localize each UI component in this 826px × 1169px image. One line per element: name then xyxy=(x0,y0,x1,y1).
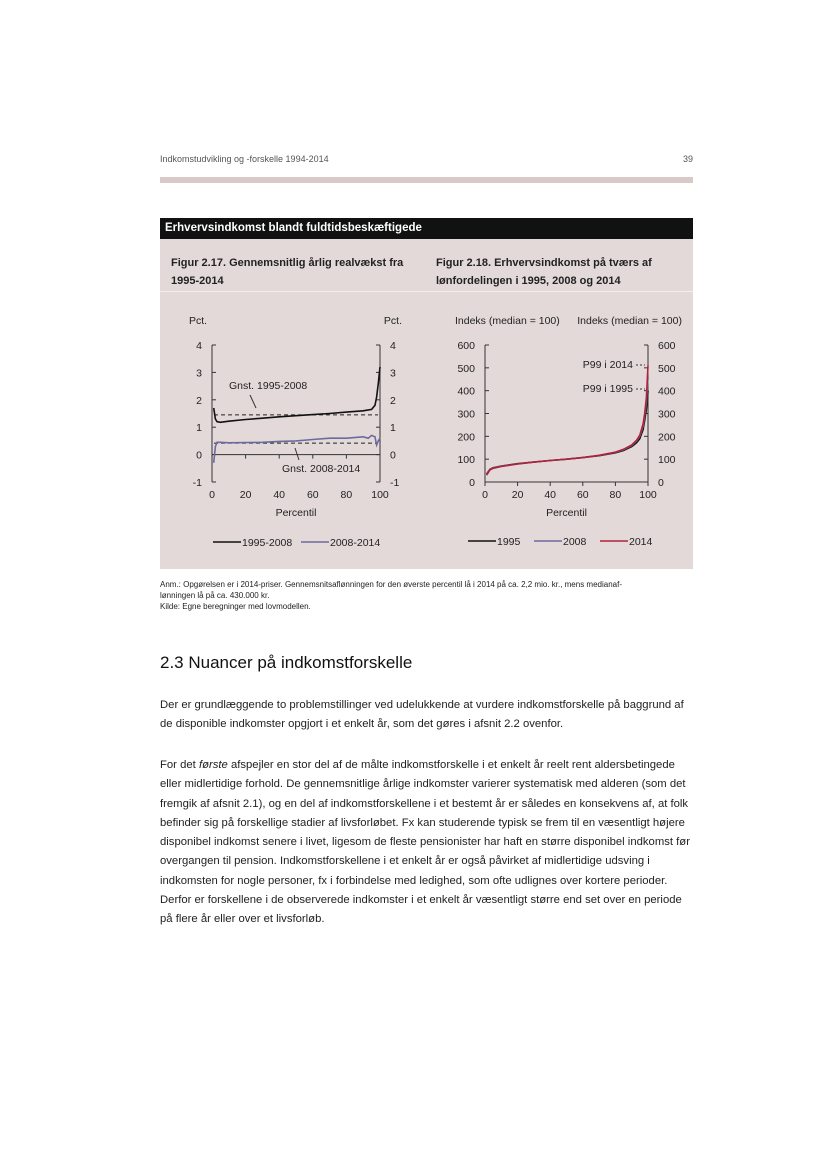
x-axis-label: Percentil xyxy=(546,507,587,519)
x-tick-label: 20 xyxy=(239,489,252,501)
x-tick-label: 100 xyxy=(639,489,657,501)
y-tick-label-left: 100 xyxy=(457,454,475,467)
legend-label: 1995-2008 xyxy=(242,537,293,549)
y-tick-label-right: 400 xyxy=(658,385,676,398)
y-tick-label-right: 500 xyxy=(658,362,676,375)
figure-caption-right: Figur 2.18. Erhvervsindkomst på tværs af lønfordelingen i 1995, 2008 og 2014 xyxy=(436,257,652,287)
x-tick-label: 40 xyxy=(544,489,557,501)
annotation-label: P99 i 1995 xyxy=(582,383,633,395)
chart-real-growth xyxy=(165,300,425,560)
page-number: 39 xyxy=(682,154,693,164)
section-heading: 2.3 Nuancer på indkomstforskelle xyxy=(160,653,413,672)
header-rule xyxy=(160,177,693,183)
y-tick-label-right: -1 xyxy=(390,477,400,489)
y-tick-label-left: 4 xyxy=(196,340,202,352)
x-tick-label: 60 xyxy=(576,489,589,501)
y-tick-label-right: 0 xyxy=(658,477,664,489)
y-axis-label-right: Pct. xyxy=(383,315,402,327)
annotation-leader xyxy=(250,395,256,408)
y-tick-label-left: 1 xyxy=(196,422,202,435)
x-tick-label: 20 xyxy=(511,489,524,501)
paragraph-2-start: For det xyxy=(160,759,199,771)
note-line-1: Anm.: Opgørelsen er i 2014-priser. Gennemsnitsaflønningen for den øverste percentil lå i 2014 på ca. 2,2 mio. kr., mens medianaf- xyxy=(160,580,623,589)
paragraph-2-emphasis: første xyxy=(198,759,228,771)
series-line-1995 xyxy=(487,391,648,474)
legend-label: 1995 xyxy=(497,536,521,548)
y-tick-label-left: 500 xyxy=(457,362,475,375)
box-divider xyxy=(160,291,693,292)
y-tick-label-left: -1 xyxy=(192,477,202,489)
legend-label: 2008-2014 xyxy=(330,537,381,549)
y-axis-label-right: Indeks (median = 100) xyxy=(577,315,682,327)
y-tick-label-right: 600 xyxy=(658,340,676,352)
y-tick-label-left: 300 xyxy=(457,408,475,421)
y-tick-label-right: 0 xyxy=(390,449,396,462)
x-tick-label: 80 xyxy=(340,489,353,501)
note-line-2: lønningen lå på ca. 430.000 kr. xyxy=(160,591,270,600)
y-axis-label-left: Pct. xyxy=(189,315,208,327)
paragraph-1: Der er grundlæggende to problemstillinger ved udelukkende at vurdere indkomstforskelle på baggrund af de disponible indkomster opgjort i et enkelt år, som det gøres i afsnit 2.2 ovenfor. xyxy=(160,699,684,731)
y-tick-label-right: 300 xyxy=(658,408,676,421)
y-tick-label-left: 2 xyxy=(196,394,202,407)
figure-notes xyxy=(160,579,700,612)
y-tick-label-left: 3 xyxy=(196,367,202,380)
annotation-label: P99 i 2014 xyxy=(582,359,633,371)
note-source: Kilde: Egne beregninger med lovmodellen. xyxy=(160,602,311,611)
x-tick-label: 100 xyxy=(371,489,389,501)
annotation-label: Gnst. 1995-2008 xyxy=(229,380,308,392)
y-tick-label-right: 1 xyxy=(390,422,396,435)
running-title: Indkomstudvikling og -forskelle 1994-2014 xyxy=(160,154,329,164)
paragraph-2-rest: afspejler en stor del af de målte indkomstforskelle i et enkelt år reelt rent aldersbetingede eller midlertidige forhold. De gennemsnitlige årlige indkomster varierer systematisk med alderen (som det fremgik af afsnit 2.1), og en del af indkomstforskellene i et bestemt år er således en konsekvens af, at folk befinder sig på forskellige stadier af livsforløbet. Fx kan studerende typisk se frem til en væsentligt højere disponibel indkomst senere i livet, ligesom de fleste pensionister har haft en større disponibel indkomst før overgangen til pension. Indkomstforskellene i et enkelt år er også påvirket af midlertidige udsving i indkomsten for nogle personer, fx i forbindelse med ledighed, som ofte udlignes over kortere perioder. Derfor er forskellene i de observerede indkomster i et enkelt år væsentligt større end set over en periode på flere år eller over et livsforløb. xyxy=(160,759,690,926)
running-header xyxy=(160,154,693,164)
legend-label: 2008 xyxy=(563,536,587,548)
x-axis-label: Percentil xyxy=(275,507,317,519)
legend-label: 2014 xyxy=(629,536,653,548)
annotation-leader xyxy=(295,448,299,460)
y-tick-label-left: 0 xyxy=(196,449,202,462)
chart-income-distribution xyxy=(430,300,693,560)
series-line-1995-2008 xyxy=(214,367,380,422)
y-tick-label-left: 400 xyxy=(457,385,475,398)
series-line-2014 xyxy=(487,366,648,476)
box-title: Erhvervsindkomst blandt fuldtidsbeskæftigede xyxy=(160,218,693,239)
x-tick-label: 60 xyxy=(306,489,319,501)
y-tick-label-right: 3 xyxy=(390,367,396,380)
y-tick-label-right: 2 xyxy=(390,394,396,407)
y-tick-label-left: 0 xyxy=(469,477,475,489)
y-tick-label-left: 600 xyxy=(457,340,475,352)
figure-caption-left: Figur 2.17. Gennemsnitlig årlig realvækst fra 1995-2014 xyxy=(171,257,404,287)
y-tick-label-left: 200 xyxy=(457,431,475,444)
x-tick-label: 40 xyxy=(273,489,286,501)
x-tick-label: 80 xyxy=(609,489,622,501)
annotation-label: Gnst. 2008-2014 xyxy=(282,463,361,475)
y-tick-label-right: 4 xyxy=(390,340,396,352)
paragraph-2 xyxy=(160,756,695,930)
y-tick-label-right: 200 xyxy=(658,431,676,444)
series-line-2008-2014 xyxy=(214,435,380,462)
x-tick-label: 0 xyxy=(209,489,215,501)
y-axis-label-left: Indeks (median = 100) xyxy=(455,315,560,327)
y-tick-label-right: 100 xyxy=(658,454,676,467)
x-tick-label: 0 xyxy=(482,489,488,501)
